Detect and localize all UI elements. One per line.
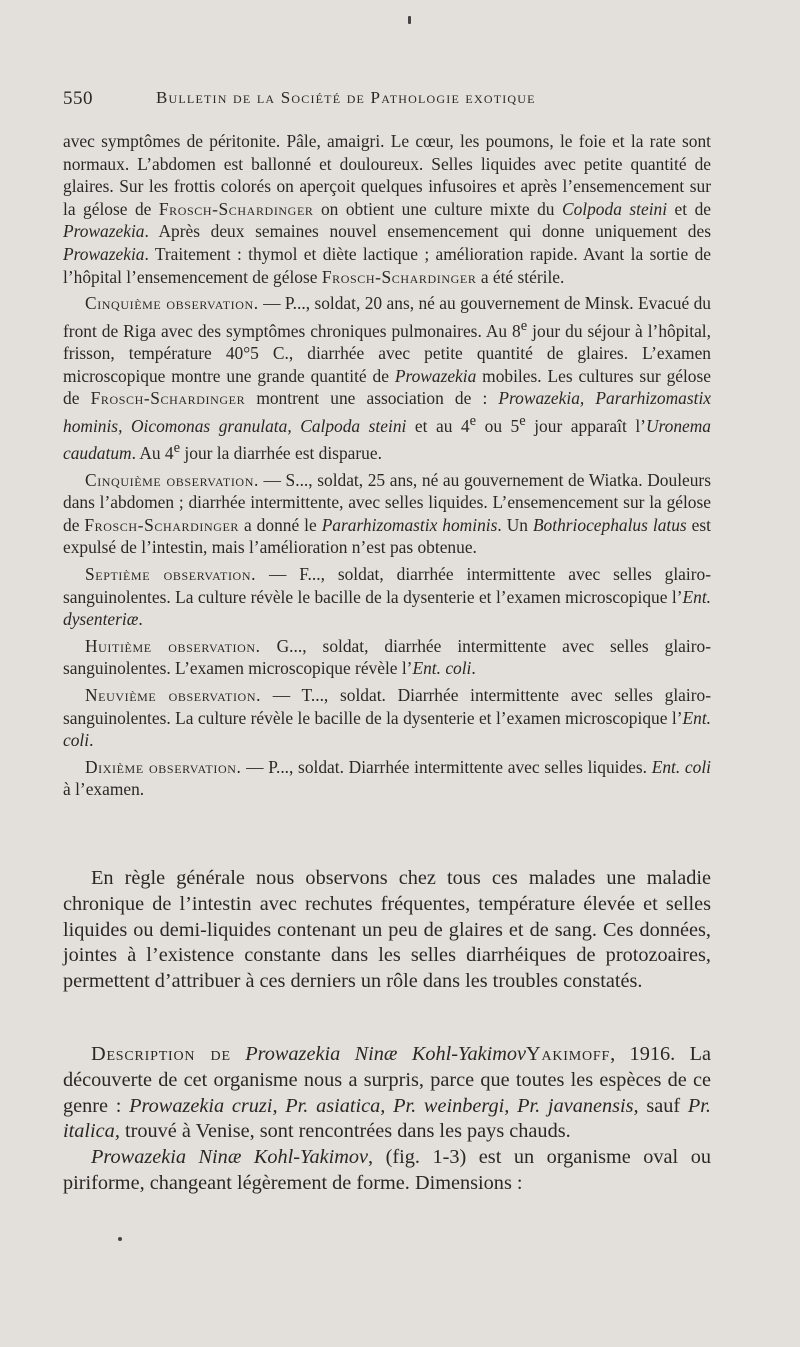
observation-heading: Neuvième observation.: [85, 685, 262, 706]
description-paragraph: Description de Prowazekia Ninæ Kohl-YakimovYakimoff, 1916. La découverte de cet organisme nous a surpris, parce que toutes les espèces de ce genre : Prowazekia cruzi, Pr. asiatica, Pr. weinbergi, Pr. javanensis, sauf Pr. italica, trouvé à Venise, sont rencontrées dans les pays chauds.: [63, 1043, 711, 1143]
conclusion-paragraph: En règle générale nous observons chez tous ces malades une maladie chronique de l’intestin avec rechutes fréquentes, température élevée et selles liquides ou demi-liquides contenant un peu de glaires et de sang. Ces données, jointes à l’existence constante dans les selles diarrhéiques de protozoaires, permettent d’attribuer à ces derniers un rôle dans les troubles constatés.: [63, 867, 711, 993]
observation-heading: Cinquième observation.: [85, 293, 259, 314]
observation-paragraph: Neuvième observation. — T..., soldat. Diarrhée intermittente avec selles glairo-sanguinolentes. La culture révèle le bacille de la dysenterie et l’examen microscopique l’Ent. coli.: [63, 685, 711, 751]
page-header: [63, 88, 723, 112]
running-title: Bulletin de la Société de Pathologie exotique: [156, 88, 536, 107]
species-name: Prowazekia Ninæ Kohl-Yakimov: [245, 1043, 527, 1065]
description-block: [63, 1042, 711, 1197]
observation-paragraph: Cinquième observation. — S..., soldat, 25 ans, né au gouvernement de Wiatka. Douleurs dans l’abdomen ; diarrhée intermittente, avec selles liquides. L’ensemencement sur la gélose de Frosch-Schardinger a donné le Pararhizomastix hominis. Un Bothriocephalus latus est expulsé de l’intestin, mais l’amélioration n’est pas obtenue.: [63, 469, 711, 558]
observation-paragraph: Septième observation. — F..., soldat, diarrhée intermittente avec selles glairo-sanguinolentes. La culture révèle le bacille de la dysenterie et l’examen microscopique l’Ent. dysenteriæ.: [63, 564, 711, 630]
description-paragraph-2: Prowazekia Ninæ Kohl-Yakimov, (fig. 1-3) est un organisme oval ou piriforme, changeant légèrement de forme. Dimensions :: [63, 1146, 711, 1194]
ink-mark: [408, 16, 411, 24]
observation-heading: Huitième observation.: [85, 635, 261, 656]
page-number: 550: [63, 88, 93, 109]
observation-paragraph: Dixième observation. — P..., soldat. Diarrhée intermittente avec selles liquides. Ent. coli à l’examen.: [63, 756, 712, 800]
observations-block: [63, 130, 711, 801]
observation-heading: Dixième observation.: [85, 756, 242, 777]
intro-paragraph: avec symptômes de péritonite. Pâle, amaigri. Le cœur, les poumons, le foie et la rate sont normaux. L’abdomen est ballonné et douloureux. Selles liquides avec petite quantité de glaires. Sur les frottis colorés on aperçoit quelques infusoires et après l’ensemencement sur la gélose de Frosch-Schardinger on obtient une culture mixte du Colpoda steini et de Prowazekia. Après deux semaines nouvel ensemencement qui donne uniquement des Prowazekia. Traitement : thymol et diète lactique ; amélioration rapide. Avant la sortie de l’hôpital l’ensemencement de gélose Frosch-Schardinger a été stérile.: [63, 131, 712, 287]
observation-heading: Cinquième observation.: [85, 469, 259, 490]
conclusion-block: [63, 866, 711, 995]
observation-paragraph: Huitième observation. G..., soldat, diarrhée intermittente avec selles glairo-sanguinolentes. L’examen microscopique révèle l’Ent. coli.: [63, 635, 711, 679]
section-heading: Description de: [91, 1043, 231, 1065]
observation-paragraph: Cinquième observation. — P..., soldat, 20 ans, né au gouvernement de Minsk. Evacué du front de Riga avec des symptômes chroniques pulmonaires. Au 8e jour du séjour à l’hôpital, frisson, température 40°5 C., diarrhée avec petite quantité de glaires. L’examen microscopique montre une grande quantité de Prowazekia mobiles. Les cultures sur gélose de Frosch-Schardinger montrent une association de : Prowazekia, Pararhizomastix hominis, Oicomonas granulata, Calpoda steini et au 4e ou 5e jour apparaît l’Uronema caudatum. Au 4e jour la diarrhée est disparue.: [63, 293, 712, 464]
observation-heading: Septième observation.: [85, 564, 257, 585]
ink-speck: [118, 1237, 122, 1241]
